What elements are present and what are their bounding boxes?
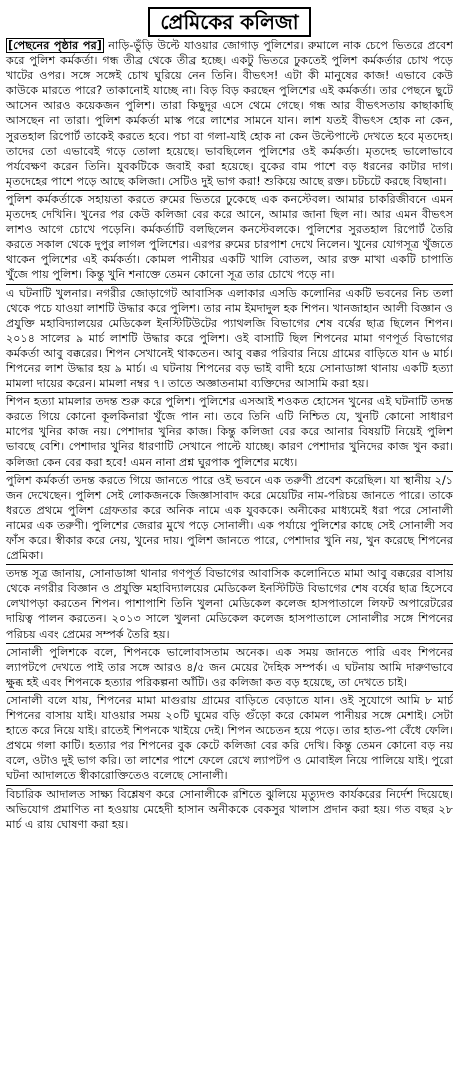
paragraph-divider [6,392,453,393]
paragraph-6: তদন্ত সূত্র জানায়, সোনাডাঙ্গা থানার গণপূর্ত বিভাগের আবাসিক কলোনিতে মামা আবু বক্করের বাসায় থেকে নগরীর বিজ্ঞান ও প্রযুক্তি মহাবিদ্যালয়ের মেডিকেল ইনস্টিটিউ বিভাগের শেষ বর্ষের ছাত্র হিসেবে লেখাপড়া করতেন শিপন। পাশাপাশি তিনি খুলনা মেডিকেল কলেজ হাসপাতালে লিফট অপারেটরের দায়িত্ব পালন করতেন। ২০১৩ সালে খুলনা মেডিকেল কলেজ হাসপাতালে সোনালীর সঙ্গে শিপনের পরিচয় এবং প্রেমের সম্পর্ক তৈরি হয়। [6,567,453,641]
paragraph-8: সোনালী বলে যায়, শিপনের মামা মাগুরায় গ্রামের বাড়িতে বেড়াতে যান। ওই সুযোগে আমি ৮ মার্চ শিপনের বাসায় যাই। যাওয়ার সময় ২০টি ঘুমের বড়ি গুঁড়ো করে কোমল পানীয়র সঙ্গে মেশাই। সেটা হাতে করে নিয়ে যাই। রাতেই শিপনকে খাইয়ে দেই। শিপন অচেতন হয়ে পড়ে। তার হাত-পা বেঁধে ফেলি। প্রথমে গলা কাটি। হত্যার পর শিপনের বুক কেটে কলিজা বের করি দেখি। কিন্তু তেমন কোনো বড় নয় বলে, ওটাও দুই ভাগ করি। তা লাশের পাশে ফেলে রেখে ল্যাপটপ ও মোবাইল নিয়ে পালিয়ে যাই। পুরো ঘটনা আদালতে স্বীকারোক্তিতেও বলেছে সোনালী। [6,693,453,783]
paragraph-divider [6,785,453,786]
paragraph-divider [6,284,453,285]
paragraph-5: পুলিশ কর্মকর্তা তদন্ত করতে গিয়ে জানতে পারে ওই ভবনে এক তরুণী প্রবেশ করেছিল। যা স্থানীয় ২/১ জন দেখেছেন। পুলিশ সেই লোকজনকে জিজ্ঞাসাবাদ করে মেয়েটির নাম-পরিচয় জানতে পারে। তাকে ধরতে প্রথমে পুলিশ গ্রেফতার করে অনিক নামে এক যুবককে। অনীকের মাধ্যমেই ধরা পরে সোনালী নামের এক তরুণী। পুলিশের জেরার মুখে পড়ে সোনালী। এক পর্যায়ে পুলিশের কাছে সেই সোনালী সব ফাঁস করে। স্বীকার করে নেয়, খুনের দায়। পুলিশ জানতে পারে, পেশাদার খুনি নয়, খুন করেছে শিপনের প্রেমিকা। [6,473,453,563]
paragraph-1-text: নাড়ি-ভুঁড়ি উল্টে যাওয়ার জোগাড় পুলিশের। রুমালে নাক চেপে ভিতরে প্রবেশ করে পুলিশ কর্মকর্তা। গন্ধ তীব্র থেকে তীব্র হচ্ছে। একটু ভিতরে ঢুকতেই পুলিশ কর্মকর্তার চোখ পড়ে খাটের ওপর। সঙ্গে সঙ্গেই চোখ ঘুরিয়ে নেন তিনি। বীভৎস! এটা কী মানুষের কাজ! এভাবে কেউ কাউকে মারতে পারে? তাকানোই যাচ্ছে না। বিড় বিড় করছেন পুলিশের এই কর্মকর্তা। তার পেছনে ছুটে আসেন আরও কয়েকজন পুলিশ। তারা কিছুদূর এসে থেমে গেছে। গন্ধ আর বীভৎসতায় কাছাকাছি আসছেন না তারা। পুলিশ কর্মকর্তা মাস্ক পরে লাশের সামনে যান। লাশ যতই বীভৎস হোক না কেন, সুরতহাল রিপোর্ট তাকেই করতে হবে। পচা বা গলা-যাই হোক না কেন উল্টেপাল্টে দেখতে হবে মৃতদেহ। তাদের তো এভাবেই গড়ে তোলা হয়েছে। ভাবছিলেন পুলিশের ওই কর্মকর্তা। মৃতদেহ ভালোভাবে পর্যবেক্ষণ করেন তিনি। যুবকটিকে জবাই করা হয়েছে। বুকের বাম পাশে বড় ধরনের কাটার দাগ। মৃতদেহের পাশে পড়ে আছে কলিজা। সেটিও দুই ভাগ করা! শুকিয়ে আছে রক্ত। চটচটে করছে বিছানা। [6,39,453,188]
paragraph-2: পুলিশ কর্মকর্তাকে সহায়তা করতে রুমের ভিতরে ঢুকেছে এক কনস্টেবল। আমার চাকরিজীবনে এমন মৃতদেহ দেখিনি। খুনের পর কেউ কলিজা বের করে আনে, আমার জানা ছিল না। আর এমন বীভৎস লাশও আগে চোখে পড়েনি। কর্মকর্তাটি বলছিলেন কনস্টেবলকে। পুলিশের সুরতহাল রিপোর্ট তৈরি করতে সকাল থেকে দুপুর লাগল পুলিশের। এরপর রুমের চারপাশ দেখে নিলেন। খুনের যোগসূত্র খুঁজতে থাকেন পুলিশের এই কর্মকর্তা। কোমল পানীয়র একটি খালি বোতল, আর রক্ত মাখা একটি চাপাতি খুঁজে পায় পুলিশ। কিন্তু খুনি শনাক্তে তেমন কোনো সূত্র তার চোখে পড়ে না। [6,192,453,282]
paragraph-7: সোনালী পুলিশকে বলে, শিপনকে ভালোবাসতাম অনেক। এক সময় জানতে পারি এবং শিপনের ল্যাপটপে দেখতে পাই তার সঙ্গে আরও ৪/৫ জন মেয়ের দৈহিক সম্পর্ক। এ ঘটনায় আমি দারুণভাবে ক্ষুব্ধ হই এবং শিপনকে হত্যার পরিকল্পনা আঁটি। ওর কলিজা কত বড় হয়েছে, তা দেখতে চাই। [6,645,453,689]
paragraph-divider [6,564,453,565]
continued-label: [পেছনের পৃষ্ঠার পর] [8,39,102,52]
article-title: প্রেমিকের কলিজা [148,7,310,37]
paragraph-9: বিচারিক আদালত সাক্ষ্য বিশ্লেষণ করে সোনালীকে রশিতে ঝুলিয়ে মৃত্যুদণ্ড কার্যকরের নির্দেশ দিয়েছে। অভিযোগ প্রমাণিত না হওয়ায় মেহেদী হাসান অনীককে বেকসুর খালাস প্রদান করা হয়। গত বছর ২৮ মার্চ এ রায় ঘোষণা করা হয়। [6,787,453,831]
paragraph-divider [6,643,453,644]
title-bar [6,6,453,38]
paragraph-3: এ ঘটনাটি খুলনার। নগরীর জোড়াগেট আবাসিক এলাকার এসডি কলোনির একটি ভবনের নিচ তলা থেকে পচে যাওয়া লাশটি উদ্ধার করে পুলিশ। তার নাম ইমদাদুল হক শিপন। খানজাহান আলী বিজ্ঞান ও প্রযুক্তি মহাবিদ্যালয়ের মেডিকেল ইনস্টিটিউটের প্যাথলজি বিভাগের শেষ বর্ষের ছাত্র ছিলেন শিপন। ২০১৪ সালের ৯ মার্চ লাশটি উদ্ধার করে পুলিশ। ওই বাসাটি ছিল শিপনের মামা গণপূর্ত বিভাগের কর্মকর্তা আবু বক্করের। শিপন সেখানেই থাকতেন। আবু বক্কর পরিবার নিয়ে গ্রামের বাড়িতে যান ৬ মার্চ। শিপনের লাশ উদ্ধার হয় ৯ মার্চ। এ ঘটনায় শিপনের বড় ভাই বাদী হয়ে সোনাডাঙ্গা থানায় একটি হত্যা মামলা দায়ের করেন। মামলা নম্বর ৭। তাতে অজ্ঞাতনামা ব্যক্তিদের আসামি করা হয়। [6,286,453,391]
paragraph-1 [6,38,453,189]
paragraph-4: শিপন হত্যা মামলার তদন্ত শুরু করে পুলিশ। পুলিশের এসআই শওকত হোসেন খুনের এই ঘটনাটি তদন্ত করতে গিয়ে কোনো কূলকিনারা খুঁজে পান না। তবে তিনি এটি নিশ্চিত যে, খুনটি কোনো সাধারণ মাপের খুনির কাজ নয়। পেশাদার খুনির কাজ। কিন্তু কলিজা বের করে আনার বিষয়টি নিয়েই পুলিশ ভাবছে বেশি। পেশাদার খুনির ধারণাটি সেখানে পাল্টে যাচ্ছে। কারণ পেশাদার খুনিদের কাজ খুন করা। কলিজা কেন বের করা হবে! এমন নানা প্রশ্ন ঘুরপাক পুলিশের মধ্যে। [6,395,453,469]
paragraph-divider [6,691,453,692]
paragraph-divider [6,190,453,191]
article-body [6,38,453,832]
paragraph-divider [6,471,453,472]
